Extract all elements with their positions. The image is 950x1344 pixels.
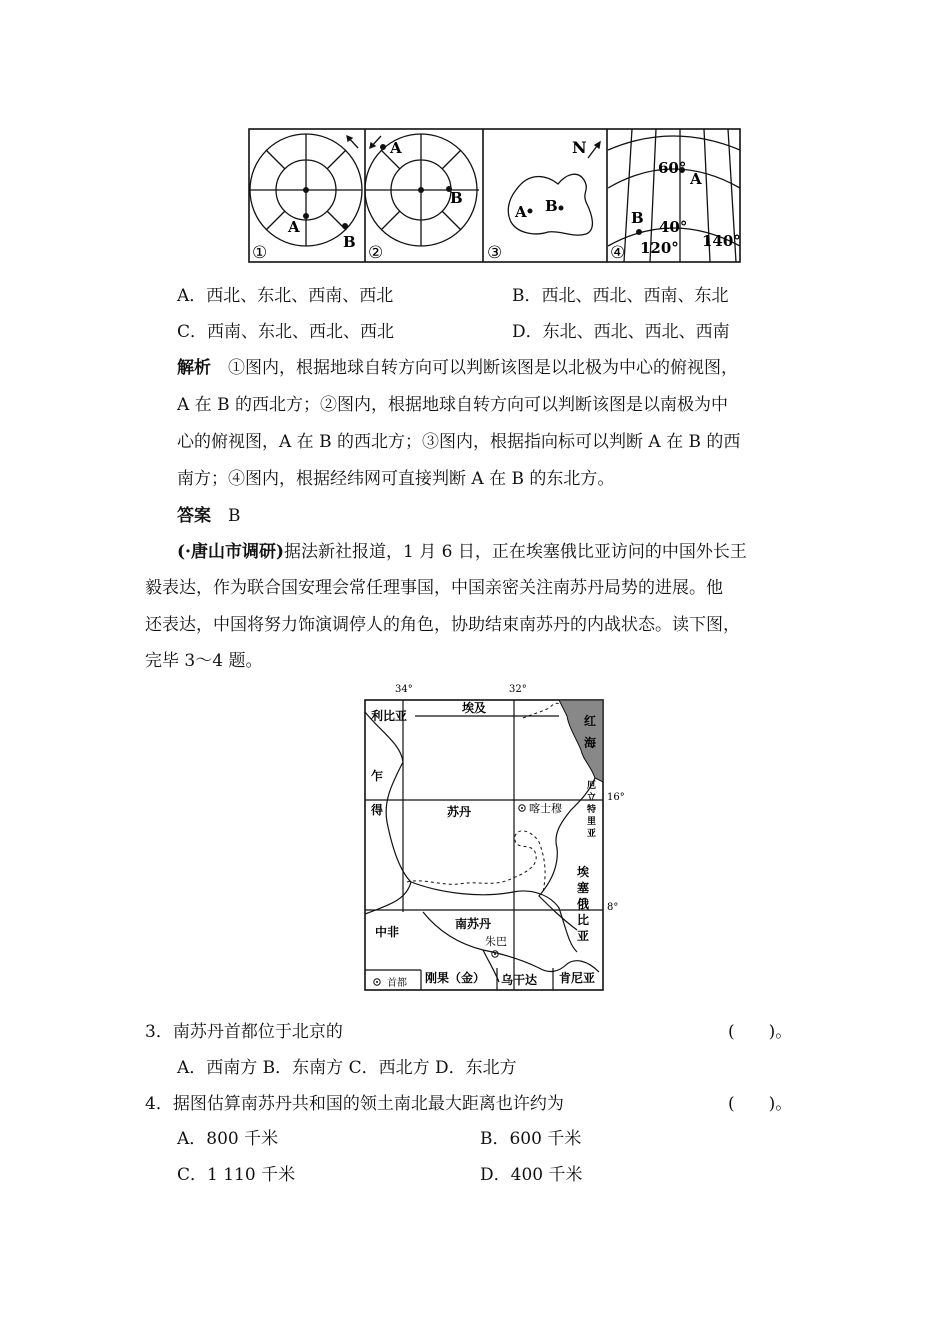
passage-source: (·唐山市调研) [177, 542, 285, 562]
panel-3-label: ③ [487, 243, 503, 263]
map-lat-16: 16° [607, 792, 625, 803]
p4-lat-60: 60° [658, 159, 687, 177]
map-ethiopia-3: 俄 [577, 897, 590, 911]
p4-label-a: A [690, 170, 702, 188]
p4-label-b: B [631, 209, 644, 227]
map-eritrea-3: 特 [587, 805, 597, 815]
p4-lat-40: 40° [659, 218, 688, 236]
map-eritrea-5: 亚 [587, 829, 597, 839]
p2-label-a: A [390, 139, 402, 157]
q3-answer-blank: ( )。 [728, 1022, 793, 1042]
passage-line-2: 毅表达，作为联合国安理会常任理事国，中国亲密关注南苏丹局势的进展。他 [145, 578, 723, 598]
passage-line-3: 还表达，中国将努力饰演调停人的角色，协助结束南苏丹的内战状态。读下图， [145, 615, 740, 635]
p4-lon-140: 140° [702, 232, 741, 250]
map-sudan: 苏丹 [447, 805, 472, 819]
map-red-sea-1: 红 [584, 714, 597, 728]
map-red-sea-2: 海 [584, 736, 597, 750]
direction-figure [248, 128, 741, 263]
answer-value: B [228, 506, 241, 526]
map-eritrea-1: 厄 [587, 781, 597, 791]
q3-options: A．西南方 B．东南方 C．西北方 D．东北方 [177, 1058, 517, 1078]
map-eritrea-4: 里 [587, 817, 597, 827]
sudan-map [363, 682, 643, 992]
map-uganda: 乌干达 [501, 973, 538, 987]
map-lat-8: 8° [607, 902, 619, 913]
q3-stem: 3．南苏丹首都位于北京的 [145, 1022, 343, 1042]
p3-north-label: N [572, 138, 587, 157]
p3-label-a: A [515, 203, 527, 221]
map-ethiopia-2: 塞 [577, 881, 590, 895]
map-legend-capital: 首都 [387, 978, 407, 989]
map-ethiopia-4: 比 [577, 913, 590, 927]
panel-2-label: ② [368, 243, 384, 263]
map-juba: 朱巴 [485, 935, 507, 948]
map-ethiopia-5: 亚 [577, 929, 590, 943]
p4-lon-120: 120° [640, 239, 679, 257]
p1-label-a: A [288, 218, 300, 236]
map-car: 中非 [375, 925, 400, 939]
passage-line-1: (·唐山市调研)据法新社报道，1 月 6 日，正在埃塞俄比亚访问的中国外长王 [177, 542, 747, 562]
map-lon-34: 34° [395, 684, 413, 695]
map-south-sudan: 南苏丹 [455, 917, 492, 931]
map-egypt: 埃及 [462, 701, 487, 715]
map-ethiopia-1: 埃 [577, 865, 590, 879]
analysis-line-4: 南方；④图内，根据经纬网可直接判断 A 在 B 的东北方。 [177, 469, 615, 489]
answer-label: 答案 [177, 506, 211, 526]
option-b: B．西北、西北、西南、东北 [512, 286, 729, 306]
q4-option-b: B．600 千米 [480, 1129, 582, 1149]
q4-answer-blank: ( )。 [728, 1094, 793, 1114]
red-sea-area [559, 700, 603, 782]
p1-label-b: B [343, 233, 356, 251]
option-c: C．西南、东北、西北、西北 [177, 322, 395, 342]
q4-option-c: C．1 110 千米 [177, 1165, 296, 1185]
map-lon-32: 32° [509, 684, 527, 695]
analysis-line-1: 解析 ①图内，根据地球自转方向可以判断该图是以北极为中心的俯视图， [177, 358, 738, 378]
panel-4-label: ④ [610, 243, 626, 263]
analysis-line-2: A 在 B 的西北方；②图内，根据地球自转方向可以判断该图是以南极为中 [177, 395, 728, 415]
map-kenya: 肯尼亚 [559, 971, 596, 985]
q4-stem: 4．据图估算南苏丹共和国的领土南北最大距离也许约为 [145, 1094, 564, 1114]
option-d: D．东北、西北、西北、西南 [512, 322, 730, 342]
map-chad-2: 得 [371, 803, 384, 817]
passage-line-4: 完毕 3～4 题。 [145, 651, 263, 671]
option-a: A．西北、东北、西南、西北 [177, 286, 394, 306]
map-congo: 刚果（金） [425, 971, 486, 985]
q4-option-d: D．400 千米 [480, 1165, 583, 1185]
p3-label-b: B [545, 197, 558, 215]
map-libya: 利比亚 [371, 709, 408, 723]
analysis-label: 解析 [177, 358, 211, 378]
p2-label-b: B [450, 189, 463, 207]
map-khartoum: 喀士穆 [529, 802, 562, 815]
analysis-line-3: 心的俯视图，A 在 B 的西北方；③图内，根据指向标可以判断 A 在 B 的西 [177, 432, 741, 452]
panel-1-label: ① [252, 243, 268, 263]
q4-option-a: A．800 千米 [177, 1129, 279, 1149]
map-chad-1: 乍 [371, 769, 384, 783]
answer-line [177, 505, 241, 527]
map-eritrea-2: 立 [587, 793, 597, 803]
